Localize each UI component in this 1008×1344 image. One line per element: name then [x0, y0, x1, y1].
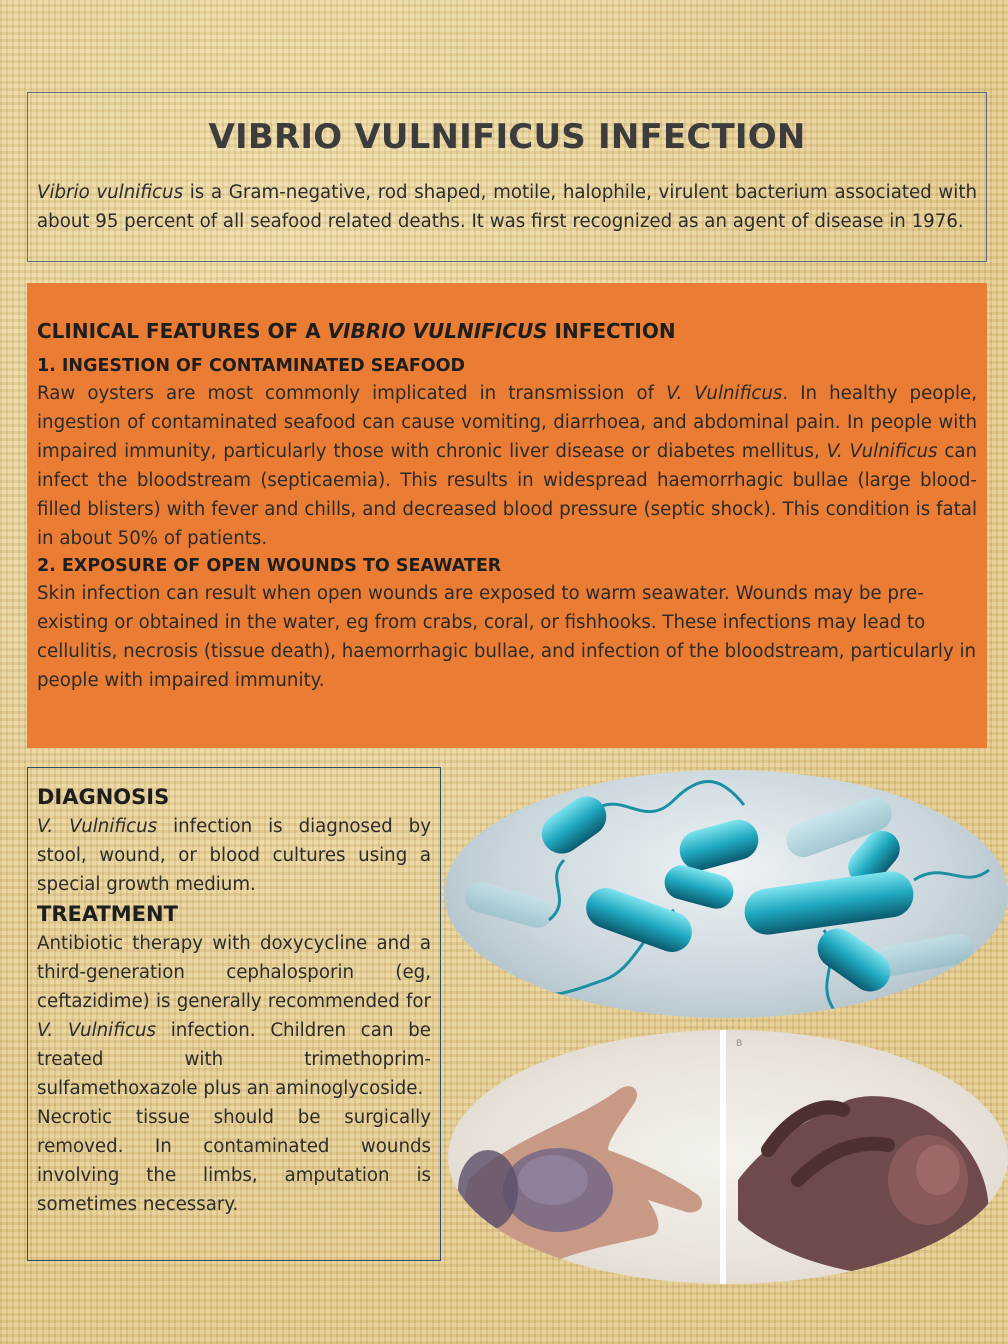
section1-italic-b: V. Vulnificus [826, 441, 938, 462]
bacteria-drawing [444, 770, 1008, 1018]
section2-heading: 2. EXPOSURE OF OPEN WOUNDS TO SEAWATER [37, 556, 502, 576]
intro-text: is a Gram-negative, rod shaped, motile, halophile, virulent bacterium associated with about 95 percent of all seafood related deaths. It was first recognized as an agent of disease in 1976. [37, 182, 977, 232]
treatment-text-b: infection. Children can be treated with trimethoprim-sulfamethoxazole plus an aminoglycoside. [37, 1020, 432, 1099]
infected-hands-photo [448, 1030, 1008, 1284]
photo-divider [720, 1030, 726, 1284]
hands-drawing [448, 1030, 1008, 1284]
diagnosis-treatment-box [27, 767, 441, 1261]
section1-text-a: Raw oysters are most commonly implicated in transmission of [37, 383, 667, 404]
diagnosis-text-body: infection is diagnosed by stool, wound, or blood cultures using a special growth medium. [37, 816, 431, 895]
treatment-heading: TREATMENT [37, 902, 178, 926]
treatment-text-a: Antibiotic therapy with doxycycline and a third-generation cephalosporin (eg, ceftazidime) is generally recommended for [37, 933, 431, 1012]
clinical-heading-pre: CLINICAL FEATURES OF A [37, 319, 328, 343]
clinical-heading-italic: VIBRIO VULNIFICUS [327, 319, 548, 343]
surgery-text: Necrotic tissue should be surgically removed. In contaminated wounds involving the limbs, amputation is sometimes necessary. [37, 1107, 431, 1215]
title-box [27, 92, 987, 262]
section1-text [37, 379, 977, 553]
clinical-features-box [27, 283, 987, 748]
diagnosis-heading: DIAGNOSIS [37, 785, 170, 809]
section1-text-c: can infect the bloodstream (septicaemia). This results in widespread haemorrhagic bullae (large blood-filled blisters) with fever and chills, and decreased blood pressure (septic shock). This condition is fatal in about 50% of patients. [37, 441, 977, 549]
treatment-text [37, 929, 431, 1103]
section1-italic-a: V. Vulnificus [666, 383, 783, 404]
intro-species-name: Vibrio vulnificus [37, 182, 184, 203]
diagnosis-text [37, 812, 431, 899]
photo-label: B [736, 1039, 743, 1049]
section2-text: Skin infection can result when open wounds are exposed to warm seawater. Wounds may be pre-existing or obtained in the water, eg from crabs, coral, or fishhooks. These infections may lead to cellulitis, necrosis (tissue death), haemorrhagic bullae, and infection of the bloodstream, particularly in people with impaired immunity. [37, 583, 977, 691]
treatment-italic: V. Vulnificus [37, 1020, 156, 1041]
bacteria-illustration [444, 770, 1008, 1018]
section1-text-b: . In healthy people, ingestion of contaminated seafood can cause vomiting, diarrhoea, and abdominal pain. In people with impaired immunity, particularly those with chronic liver disease or diabetes mellitus, [37, 383, 977, 462]
diagnosis-italic: V. Vulnificus [37, 816, 158, 837]
intro-paragraph [37, 178, 977, 236]
page-title: VIBRIO VULNIFICUS INFECTION [208, 117, 806, 157]
clinical-heading-post: INFECTION [547, 319, 676, 343]
clinical-heading [37, 319, 977, 343]
section1-heading: 1. INGESTION OF CONTAMINATED SEAFOOD [37, 356, 466, 376]
